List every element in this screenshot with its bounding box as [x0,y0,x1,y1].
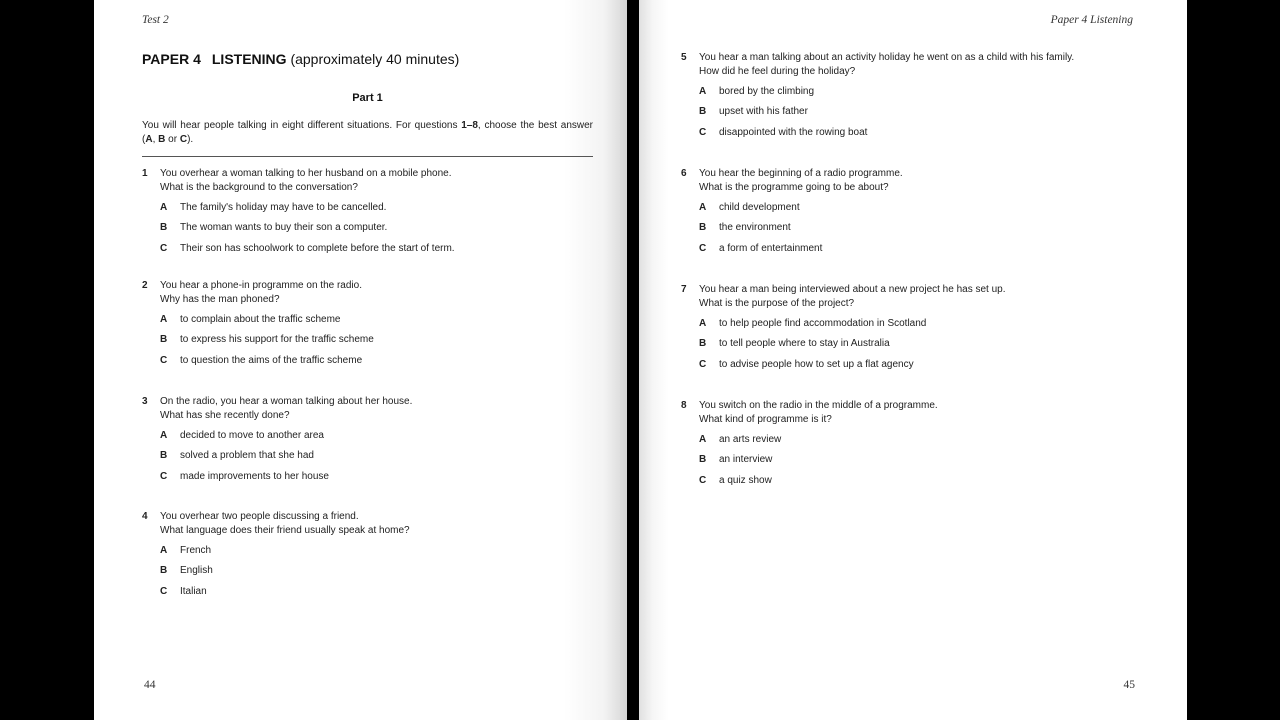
paper-label: PAPER 4 [142,51,201,67]
option-text: Their son has schoolwork to complete before the start of term. [180,243,455,254]
question-number: 4 [142,511,148,522]
question-prompt: What has she recently done? [160,410,290,421]
divider [142,156,593,157]
option-text: Italian [180,586,207,597]
option-letter: A [699,86,707,97]
option-text: a quiz show [719,475,772,486]
question-text [160,510,410,538]
running-head: Test 2 [142,14,169,26]
option-letter: C [699,359,707,370]
question-context: You hear the beginning of a radio programme. [699,168,903,179]
instructions-text: , choose the best answer ( [142,120,593,145]
instructions-text: , [152,134,159,145]
option-letter: A [160,202,168,213]
option-text: made improvements to her house [180,471,329,482]
instructions-text: or [165,134,180,145]
option-text: to question the aims of the traffic scheme [180,355,363,366]
option-letter: A [699,202,707,213]
question-text [699,399,938,427]
question-range: 1–8 [461,120,478,131]
option-letter: A [160,430,168,441]
question-number: 2 [142,280,148,291]
question-context: You overhear a woman talking to her husband on a mobile phone. [160,168,452,179]
option-letter: B [699,338,707,349]
question-prompt: What kind of programme is it? [699,414,832,425]
question-context: You hear a phone-in programme on the radio. [160,280,362,291]
answer-letter: A [145,134,153,145]
question-text [699,167,903,195]
question-text [160,279,362,307]
right-page [639,0,1187,720]
duration: (approximately 40 minutes) [290,51,460,67]
answer-letter: B [158,134,166,145]
question-number: 1 [142,168,148,179]
question-context: You hear a man being interviewed about a new project he has set up. [699,284,1006,295]
option-text: to help people find accommodation in Scotland [719,318,927,329]
instructions-text: You will hear people talking in eight different situations. For questions [142,120,462,131]
option-text: child development [719,202,800,213]
question-prompt: What is the purpose of the project? [699,298,855,309]
question-number: 8 [681,400,687,411]
section-label: LISTENING [211,51,287,67]
option-letter: C [699,243,707,254]
option-text: French [180,545,212,556]
option-text: to express his support for the traffic scheme [180,334,374,345]
left-page [94,0,627,720]
instructions-text: ). [187,134,194,145]
option-text: an interview [719,454,773,465]
question-text [699,283,1006,311]
option-letter: C [699,127,707,138]
instructions [142,119,593,147]
question-number: 3 [142,396,148,407]
option-letter: B [160,334,168,345]
question-context: You switch on the radio in the middle of a programme. [699,400,938,411]
question-text [160,167,452,195]
option-text: decided to move to another area [180,430,324,441]
option-letter: A [160,314,168,325]
option-letter: B [699,454,707,465]
page-number: 44 [144,679,156,691]
question-prompt: Why has the man phoned? [160,294,280,305]
question-prompt: What is the background to the conversation? [160,182,358,193]
question-prompt: What language does their friend usually speak at home? [160,525,410,536]
question-text [160,395,412,423]
paper-title [142,51,459,67]
option-letter: C [160,471,168,482]
option-letter: A [699,434,707,445]
option-letter: B [160,565,168,576]
option-letter: C [160,243,168,254]
option-text: an arts review [719,434,782,445]
option-text: to complain about the traffic scheme [180,314,341,325]
option-text: solved a problem that she had [180,450,314,461]
option-text: disappointed with the rowing boat [719,127,868,138]
option-text: to advise people how to set up a flat agency [719,359,914,370]
question-number: 5 [681,52,687,63]
option-letter: B [160,222,168,233]
option-text: upset with his father [719,106,808,117]
question-context: On the radio, you hear a woman talking about her house. [160,396,413,407]
question-prompt: How did he feel during the holiday? [699,66,856,77]
option-letter: C [699,475,707,486]
running-head: Paper 4 Listening [1050,14,1133,26]
option-text: The family's holiday may have to be cancelled. [180,202,387,213]
option-letter: C [160,355,168,366]
option-text: The woman wants to buy their son a computer. [180,222,388,233]
option-letter: C [160,586,168,597]
question-text [699,51,1074,79]
question-number: 7 [681,284,687,295]
question-number: 6 [681,168,687,179]
question-context: You overhear two people discussing a friend. [160,511,359,522]
option-letter: B [699,106,707,117]
option-letter: A [160,545,168,556]
option-text: a form of entertainment [719,243,823,254]
option-letter: B [160,450,168,461]
page-number: 45 [1123,679,1135,691]
option-text: bored by the climbing [719,86,815,97]
question-context: You hear a man talking about an activity holiday he went on as a child with his family. [699,52,1075,63]
option-text: the environment [719,222,791,233]
part-heading: Part 1 [352,92,383,104]
question-prompt: What is the programme going to be about? [699,182,889,193]
option-letter: A [699,318,707,329]
option-letter: B [699,222,707,233]
option-text: English [180,565,213,576]
option-text: to tell people where to stay in Australia [719,338,890,349]
answer-letter: C [179,134,188,145]
